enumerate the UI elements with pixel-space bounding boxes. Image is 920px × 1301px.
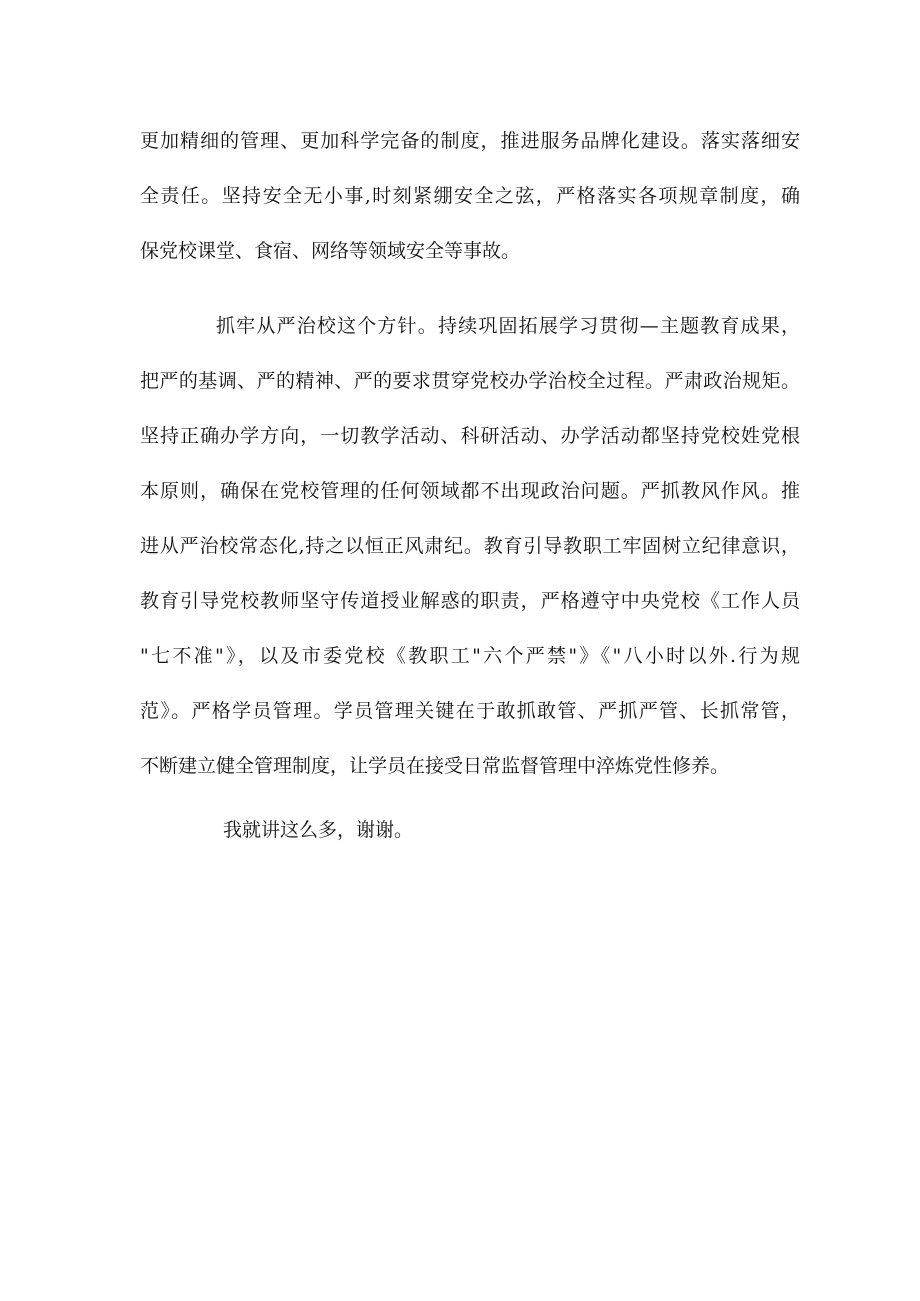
paragraph-2-line-2: 把严的基调、严的精神、严的要求贯穿党校办学治校全过程。严肃政治规矩。 (140, 370, 800, 392)
paragraph-1-line-2: 全责任。坚持安全无小事,时刻紧绷安全之弦，严格落实各项规章制度，确 (140, 185, 800, 207)
closing-remark: 我就讲这么多，谢谢。 (223, 819, 414, 841)
paragraph-2-line-7: "七不准"》，以及市委党校《教职工"六个严禁"》《"八小时以外.行为规 (140, 645, 800, 667)
paragraph-2-line-5: 进从严治校常态化,持之以恒正风肃纪。教育引导教职工牢固树立纪律意识， (140, 535, 800, 557)
paragraph-2-line-9: 不断建立健全管理制度，让学员在接受日常监督管理中淬炼党性修养。 (140, 755, 730, 777)
paragraph-2-line-3: 坚持正确办学方向，一切教学活动、科研活动、办学活动都坚持党校姓党根 (140, 425, 800, 447)
paragraph-1-line-3: 保党校课堂、食宿、网络等领域安全等事故。 (140, 240, 521, 262)
paragraph-1-line-1: 更加精细的管理、更加科学完备的制度，推进服务品牌化建设。落实落细安 (140, 130, 800, 152)
paragraph-2-line-6: 教育引导党校教师坚守传道授业解惑的职责，严格遵守中央党校《工作人员 (140, 590, 800, 612)
paragraph-2-line-4: 本原则，确保在党校管理的任何领域都不出现政治问题。严抓教风作风。推 (140, 480, 800, 502)
paragraph-2-line-8: 范》。严格学员管理。学员管理关键在于敢抓敢管、严抓严管、长抓常管， (140, 700, 800, 722)
paragraph-2-line-1: 抓牢从严治校这个方针。持续巩固拓展学习贯彻—主题教育成果， (216, 315, 800, 337)
